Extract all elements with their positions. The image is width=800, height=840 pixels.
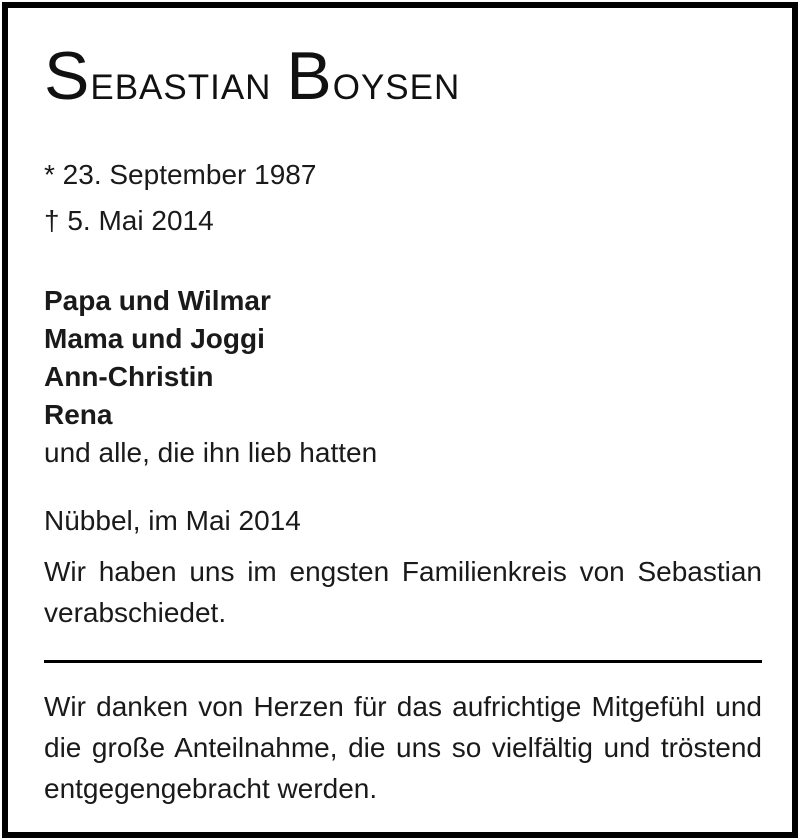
mourners-list	[44, 282, 377, 472]
thanks-text: Wir danken von Herzen für das aufrichtige Mitgefühl und die große Anteilnahme, die uns so vielfältig und tröstend entgegengebracht werden.	[44, 691, 762, 804]
name-first-initial: S	[44, 38, 91, 114]
name-first-rest: ebastian	[90, 54, 272, 110]
life-dates	[44, 152, 316, 244]
place-date: Nübbel, im Mai 2014	[44, 505, 301, 536]
birth-date: * 23. September 1987	[44, 159, 317, 190]
mourner: Rena	[44, 399, 113, 430]
name-last-rest: oysen	[332, 54, 461, 110]
mourner: Papa und Wilmar	[44, 285, 271, 316]
death-date: † 5. Mai 2014	[44, 205, 214, 236]
mourner: Ann-Christin	[44, 361, 214, 392]
name-last-initial: B	[286, 38, 333, 114]
divider-line	[44, 660, 762, 663]
deceased-name	[44, 38, 461, 114]
obituary-frame	[2, 2, 798, 838]
mourners-others: und alle, die ihn lieb hatten	[44, 437, 378, 468]
mourner: Mama und Joggi	[44, 323, 265, 354]
farewell-text: Wir haben uns im engsten Familienkreis von Sebastian verabschiedet.	[44, 556, 762, 628]
